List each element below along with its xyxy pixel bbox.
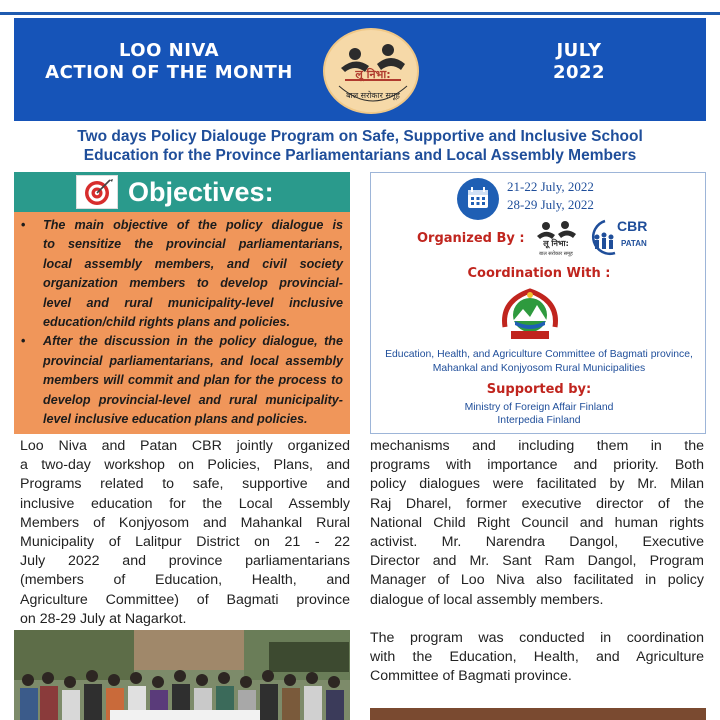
article-line: Municipality of Lalitpur District on 21 - 22 [20,534,350,551]
loo-niva-logo-icon [323,28,419,114]
committee-line2: Mahankal and Konjyosom Rural Municipalities [432,363,646,374]
objective-item [14,216,350,332]
group-photo [14,630,350,720]
objectives-title: Objectives: [128,177,274,207]
objectives-list [14,216,350,429]
article-line: inclusive education for the Local Assembly [20,495,350,512]
objective-line: develop provincial-level and rural municipality- [43,392,343,407]
article-line: Committee of Bagmati province. [370,668,572,685]
article-line: on 28-29 July at Nagarkot. [20,610,187,627]
article-line: activist. Mr. Narendra Dangol, Executive [370,534,704,551]
cbr-logo-text: CBR [617,218,648,234]
article-line: policy dialogues were facilitated by Mr. Milan [370,476,704,493]
objectives-panel [14,172,350,434]
event-date-1: 21-22 July, 2022 [507,179,594,194]
banner-year: 2022 [552,62,606,83]
objective-line: level and rural municipality-level inclusive [43,295,343,310]
svg-text:लू निभा:: लू निभा: [355,68,391,81]
objective-line: level inclusive education plans and policies. [43,412,308,427]
svg-text:बाल सरोकार समूह: बाल सरोकार समूह [539,251,573,257]
event-photo [370,708,706,720]
patan-cbr-logo-icon [587,217,657,261]
supported-by-label: Supported by: [486,382,592,397]
article-line: Agriculture Committee) of Bagmati province [20,591,350,608]
article-line: The program was conducted in coordination [370,630,704,647]
article-line: (members of Education, Health, and [20,572,350,589]
article-left-column [20,437,350,629]
supporter-1: Ministry of Foreign Affair Finland [464,402,614,413]
article-line: Programs related to safe, supportive and [20,476,350,493]
article-right-column [370,437,704,687]
article-headline [0,127,720,165]
calendar-icon [457,178,499,220]
objective-line: organization members to develop provincial- [43,276,343,291]
article-line: a two-day workshop on Policies, Plans, and [20,457,350,474]
article-line: Director and Mr. Sant Ram Dangol, Program [370,553,704,570]
header-banner [14,18,706,121]
headline-line1: Two days Policy Dialouge Program on Safe, Supportive and Inclusive School [77,128,643,145]
objective-line: education/child rights plans and policies. [43,315,291,330]
banner-date [504,40,654,84]
objective-item [14,332,350,429]
supporter-2: Interpedia Finland [497,415,581,426]
objective-line: local assembly members, and civil society [43,256,343,271]
event-date-2: 28-29 July, 2022 [507,197,594,212]
banner-title-line2: ACTION OF THE MONTH [45,62,293,83]
objective-line: • After the discussion in the policy dialogue, the [43,334,343,349]
banner-top-line [0,12,720,15]
article-line: Loo Niva and Patan CBR jointly organized [20,438,350,454]
svg-text:बाल सरोकार समूह: बाल सरोकार समूह [346,91,400,100]
article-line: mechanisms and including them in the [370,438,704,454]
article-line: Members of Konjyosom and Mahankal Rural [20,514,350,531]
banner-title-line1: LOO NIVA [118,40,220,61]
banner-title [14,40,324,84]
article-line: National Child Right Council and human rights [370,514,704,531]
cbr-logo-subtext: PATAN [621,239,647,248]
supporters-list [371,401,707,427]
svg-text:लू निभा:: लू निभा: [543,239,569,248]
article-line: July 2022 and province parliamentarians [20,553,350,570]
organized-by-label: Organized By : [417,231,525,246]
loo-niva-small-logo-icon [531,217,581,259]
headline-line2: Education for the Province Parliamentarians and Local Assembly Members [83,147,637,164]
objective-line: to sensitize the provincial parliamentarians, [43,237,343,252]
article-line: Manager of Loo Niva also facilitated in policy [370,572,704,589]
paragraph-gap [370,610,704,629]
banner-month: JULY [556,40,602,61]
event-dates [507,178,594,214]
coordination-partners [371,348,707,376]
nepal-emblem-icon [497,287,563,345]
event-info-panel [370,172,706,434]
article-line: Raj Dharel, former executive director of the [370,495,704,512]
target-icon [76,175,118,209]
committee-line1: Education, Health, and Agriculture Committee of Bagmati province, [385,349,693,360]
objective-line: • The main objective of the policy dialogue is [43,218,343,232]
article-line: dialogue of local assembly members. [370,591,604,608]
coordination-label: Coordination With : [467,266,611,281]
article-line: programs with importance and priority. Both [370,457,704,474]
article-line: with the Education, Health, and Agriculture [370,649,704,666]
objective-line: members will commit and plan for the process to [43,373,343,388]
objectives-header [14,172,350,212]
objective-line: provincial parliamentarians, and local assembly [43,353,343,368]
